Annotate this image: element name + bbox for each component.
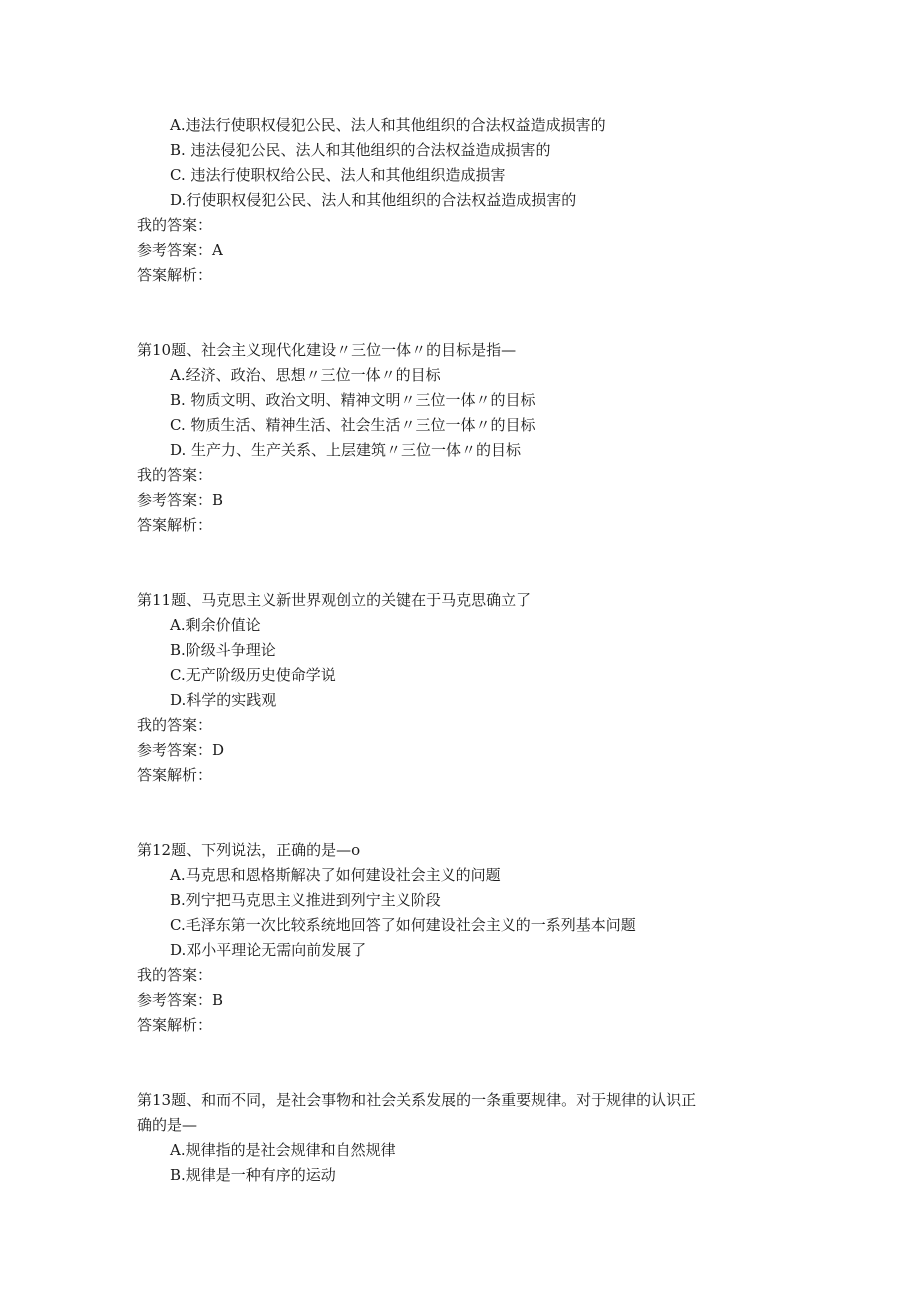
- q12-title: 第12题、下列说法，正确的是—o: [137, 841, 361, 859]
- q12-answer-analysis: 答案解析：: [137, 1016, 213, 1034]
- q9-option-c: C. 违法行使职权给公民、法人和其他组织造成损害: [170, 166, 506, 184]
- q13-title-line-2: 确的是—: [137, 1116, 198, 1134]
- document-page: [137, 113, 787, 1188]
- q11-title: 第11题、马克思主义新世界观创立的关键在于马克思确立了: [137, 591, 532, 609]
- q11-my-answer: 我的答案：: [137, 716, 213, 734]
- q12-reference-answer: 参考答案：B: [137, 991, 224, 1009]
- q13-option-a: A.规律指的是社会规律和自然规律: [170, 1141, 396, 1159]
- q11-answer-analysis: 答案解析：: [137, 766, 213, 784]
- spacer: [137, 788, 787, 838]
- spacer: [137, 538, 787, 588]
- question-9: [137, 113, 787, 288]
- q10-option-b: B. 物质文明、政治文明、精神文明〃三位一体〃的目标: [170, 391, 536, 409]
- question-12: [137, 838, 787, 1038]
- q12-option-d: D.邓小平理论无需向前发展了: [170, 941, 367, 959]
- q10-my-answer: 我的答案：: [137, 466, 213, 484]
- q11-option-d: D.科学的实践观: [170, 691, 277, 709]
- q11-option-a: A.剩余价值论: [170, 616, 261, 634]
- q10-option-a: A.经济、政治、思想〃三位一体〃的目标: [170, 366, 441, 384]
- q9-option-b: B. 违法侵犯公民、法人和其他组织的合法权益造成损害的: [170, 141, 551, 159]
- q12-option-c: C.毛泽东第一次比较系统地回答了如何建设社会主义的一系列基本问题: [170, 916, 636, 934]
- q11-option-c: C.无产阶级历史使命学说: [170, 666, 336, 684]
- q12-option-b: B.列宁把马克思主义推进到列宁主义阶段: [170, 891, 441, 909]
- spacer: [137, 1038, 787, 1088]
- q12-option-a: A.马克思和恩格斯解决了如何建设社会主义的问题: [170, 866, 501, 884]
- q13-title-line-1: 第13题、和而不同，是社会事物和社会关系发展的一条重要规律。对于规律的认识正: [137, 1091, 697, 1109]
- q9-reference-answer: 参考答案：A: [137, 241, 223, 259]
- q10-answer-analysis: 答案解析：: [137, 516, 213, 534]
- q10-option-c: C. 物质生活、精神生活、社会生活〃三位一体〃的目标: [170, 416, 536, 434]
- question-13: [137, 1088, 787, 1188]
- spacer: [137, 288, 787, 338]
- q10-title: 第10题、社会主义现代化建设〃三位一体〃的目标是指—: [137, 341, 517, 359]
- q11-reference-answer: 参考答案：D: [137, 741, 225, 759]
- question-10: [137, 338, 787, 538]
- q9-answer-analysis: 答案解析：: [137, 266, 213, 284]
- q10-reference-answer: 参考答案：B: [137, 491, 224, 509]
- question-11: [137, 588, 787, 788]
- q9-option-d: D.行使职权侵犯公民、法人和其他组织的合法权益造成损害的: [170, 191, 577, 209]
- q12-my-answer: 我的答案：: [137, 966, 213, 984]
- q13-option-b: B.规律是一种有序的运动: [170, 1166, 336, 1184]
- q9-my-answer: 我的答案：: [137, 216, 213, 234]
- q11-option-b: B.阶级斗争理论: [170, 641, 276, 659]
- q9-option-a: A.违法行使职权侵犯公民、法人和其他组织的合法权益造成损害的: [170, 116, 606, 134]
- q10-option-d: D. 生产力、生产关系、上层建筑〃三位一体〃的目标: [170, 441, 522, 459]
